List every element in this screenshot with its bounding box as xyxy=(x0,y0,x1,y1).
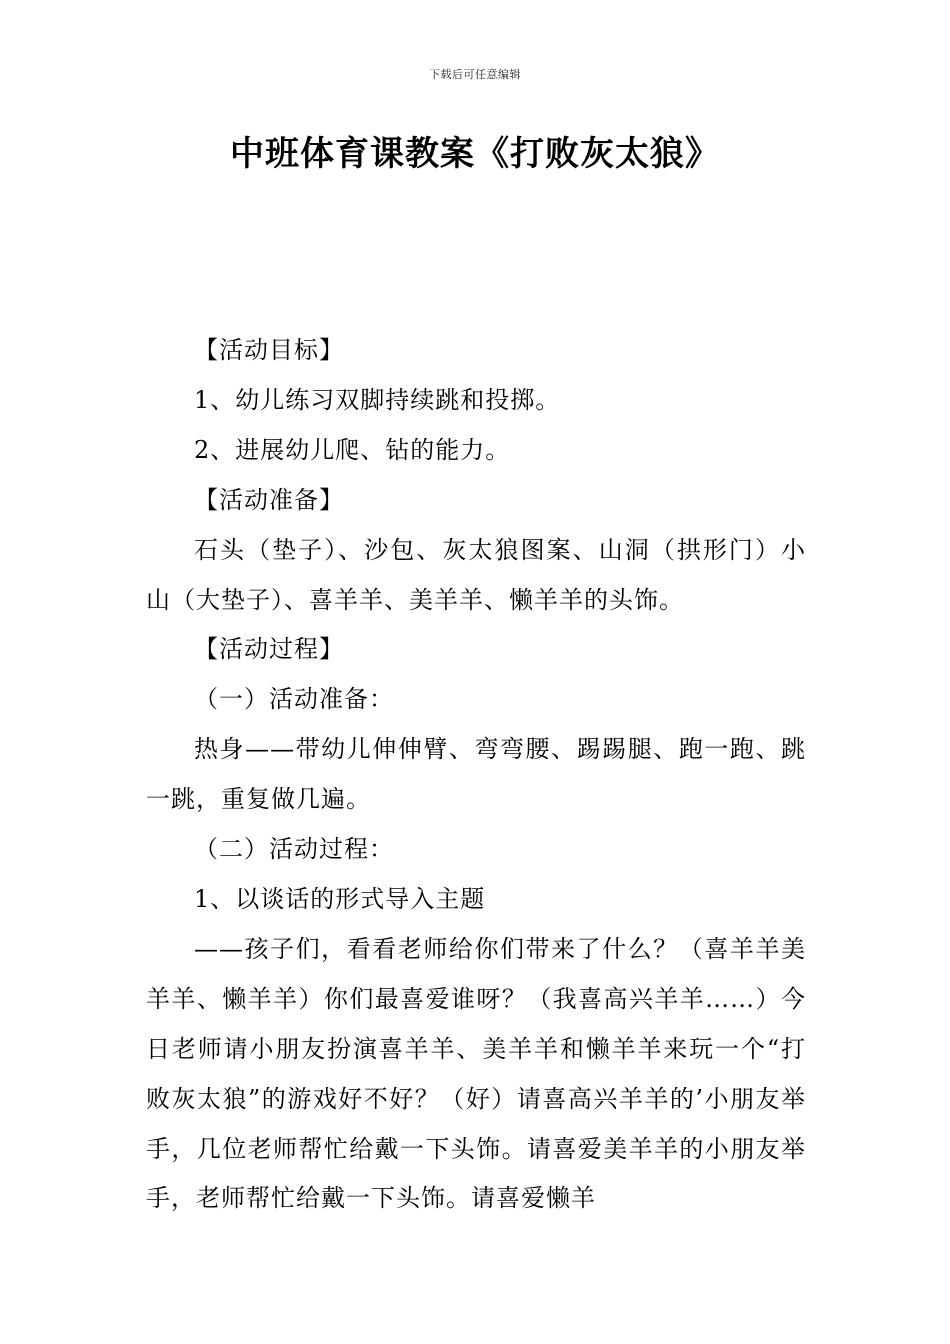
goal-item-1: 1、幼儿练习双脚持续跳和投掷。 xyxy=(194,385,561,414)
section-heading-preparation: 【活动准备】 xyxy=(194,485,344,514)
section-heading-goals: 【活动目标】 xyxy=(194,336,344,364)
preparation-materials: 石头（垫子）、沙包、灰太狼图案、山洞（拱形门）小山（大垫子）、喜羊羊、美羊羊、懒羊羊的头饰。 xyxy=(146,535,806,614)
warmup-paragraph: 热身——带幼儿伸伸臂、弯弯腰、踢踢腿、跑一跑、跳一跳，重复做几遍。 xyxy=(146,735,806,814)
subsection-heading-activity: （二）活动过程： xyxy=(194,835,394,864)
document-title: 中班体育课教案《打败灰太狼》 xyxy=(230,134,720,174)
section-heading-process: 【活动过程】 xyxy=(194,635,344,664)
activity-step-1: 1、以谈话的形式导入主题 xyxy=(194,884,486,913)
subsection-heading-warmup: （一）活动准备： xyxy=(194,685,394,714)
goal-item-2: 2、进展幼儿爬、钻的能力。 xyxy=(194,435,511,464)
activity-dialogue-paragraph: ——孩子们，看看老师给你们带来了什么？（喜羊羊美羊羊、懒羊羊）你们最喜爱谁呀？（我喜高兴羊羊……）今日老师请小朋友扮演喜羊羊、美羊羊和懒羊羊来玩一个“打败灰太狼”的游戏好不好？（好）请喜高兴羊羊的’小朋友举手，几位老师帮忙给戴一下头饰。请喜爱美羊羊的小朋友举手，老师帮忙给戴一下头饰。请喜爱懒羊 xyxy=(146,934,806,1213)
document-body xyxy=(146,326,806,1224)
page-header: 下载后可任意编辑 xyxy=(429,68,521,81)
